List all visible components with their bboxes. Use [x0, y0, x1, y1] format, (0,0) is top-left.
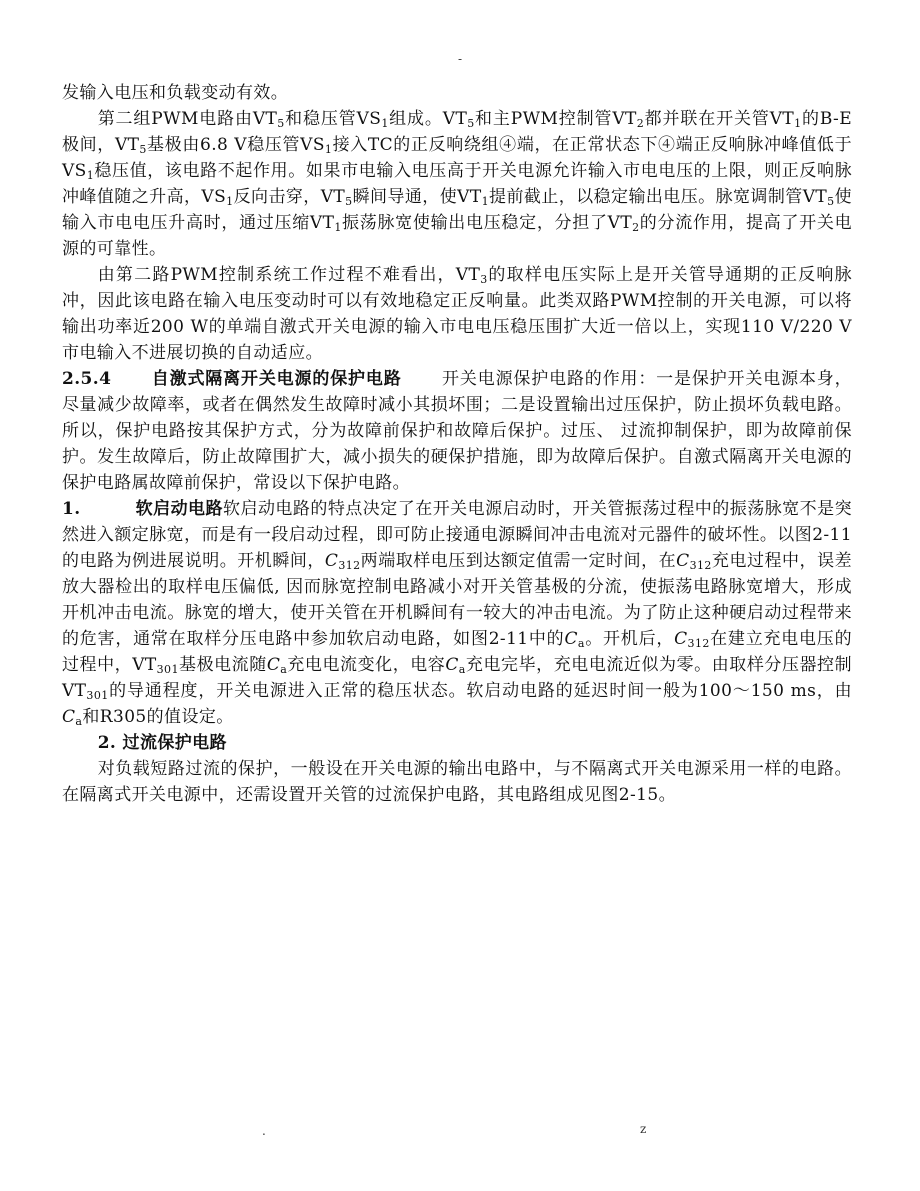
item-overcurrent-title: 2. 过流保护电路	[97, 733, 227, 753]
header-mark: -	[458, 52, 463, 66]
document-body	[62, 80, 852, 808]
paragraph-pwm-summary: 由第二路PWM控制系统工作过程不难看出，$VT_3$的取样电压实际上是开关管导通期的正反响脉冲，因此该电路在输入电压变动时可以有效地稳定正反响量。此类双路PWM控制的开关电源，可以将输出功率近200 W的单端自激式开关电源的输入市电电压稳压围扩大近一倍以上，实现110 V/220 V市电输入不进展切换的自动适应。	[62, 265, 852, 363]
paragraph-second-pwm: 第二组PWM电路由$VT_5$和稳压管$VS_1$组成。$VT_5$和主PWM控制管$VT_2$都并联在开关管$VT_1$的B-E极间，$VT_5$基极由6.8 V稳压管$VS_1$接入TC的正反响绕组④端，在正常状态下④端正反响脉冲峰值低于$VS_1$稳压值，该电路不起作用。如果市电输入电压高于开关电源允许输入市电电压的上限，则正反响脉冲峰值随之升高，$VS_1$反向击穿，$VT_5$瞬间导通，使$VT_1$提前截止，以稳定输出电压。脉宽调制管$VT_5$使输入市电电压升高时，通过压缩$VT_1$振荡脉宽使输出电压稳定，分担了$VT_2$的分流作用，提高了开关电源的可靠性。	[62, 109, 853, 259]
item-soft-start: 1. 软启动电路软启动电路的特点决定了在开关电源启动时，开关管振荡过程中的振荡脉宽不是突然进入额定脉宽，而是有一段启动过程，即可防止接通电源瞬间冲击电流对元器件的破坏性。以图2-11的电路为例进展说明。开机瞬间，$C_{312}$两端取样电压到达额定值需一定时间，在$C_{312}$充电过程中，误差放大器检出的取样电压偏低, 因而脉宽控制电路减小对开关管基极的分流，使振荡电路脉宽增大，形成开机冲击电流。脉宽的增大，使开关管在开机瞬间有一较大的冲击电流。为了防止这种硬启动过程带来的危害，通常在取样分压电路中参加软启动电路，如图2-11中的$C_a$。开机后，$C_{312}$在建立充电电压的过程中，$VT_{301}$基极电流随$C_a$充电电流变化，电容$C_a$充电完毕，充电电流近似为零。由取样分压器控制$VT_{301}$的导通程度，开关电源进入正常的稳压状态。软启动电路的延迟时间一般为100～150 ms，由$C_a$和R305的值设定。	[62, 499, 853, 728]
section-protection-circuits	[62, 366, 852, 496]
section-title: 自激式隔离开关电源的保护电路	[151, 369, 402, 389]
item-number: 1.	[62, 499, 81, 519]
section-body: 开关电源保护电路的作用：一是保护开关电源本身，尽量减少故障率，或者在偶然发生故障时减小其损坏围；二是设置输出过压保护，防止损坏负载电路。所以，保护电路按其保护方式，分为故障前保护和故障后保护。过压、 过流抑制保护，即为故障前保护。发生故障后，防止故障围扩大，减小损失的硬保护措施，即为故障后保护。自激式隔离开关电源的保护电路属故障前保护，常设以下保护电路。	[62, 369, 852, 493]
paragraph-overcurrent: 对负载短路过流的保护，一般设在开关电源的输出电路中，与不隔离式开关电源采用一样的电路。在隔离式开关电源中，还需设置开关管的过流保护电路，其电路组成见图2-15。	[62, 759, 852, 805]
section-number: 2.5.4	[62, 369, 112, 389]
footer-right-mark: z	[640, 1122, 647, 1136]
item-title: 软启动电路	[135, 499, 224, 519]
footer-left-mark: .	[262, 1124, 266, 1138]
paragraph-continuation: 发输入电压和负载变动有效。	[62, 83, 289, 103]
